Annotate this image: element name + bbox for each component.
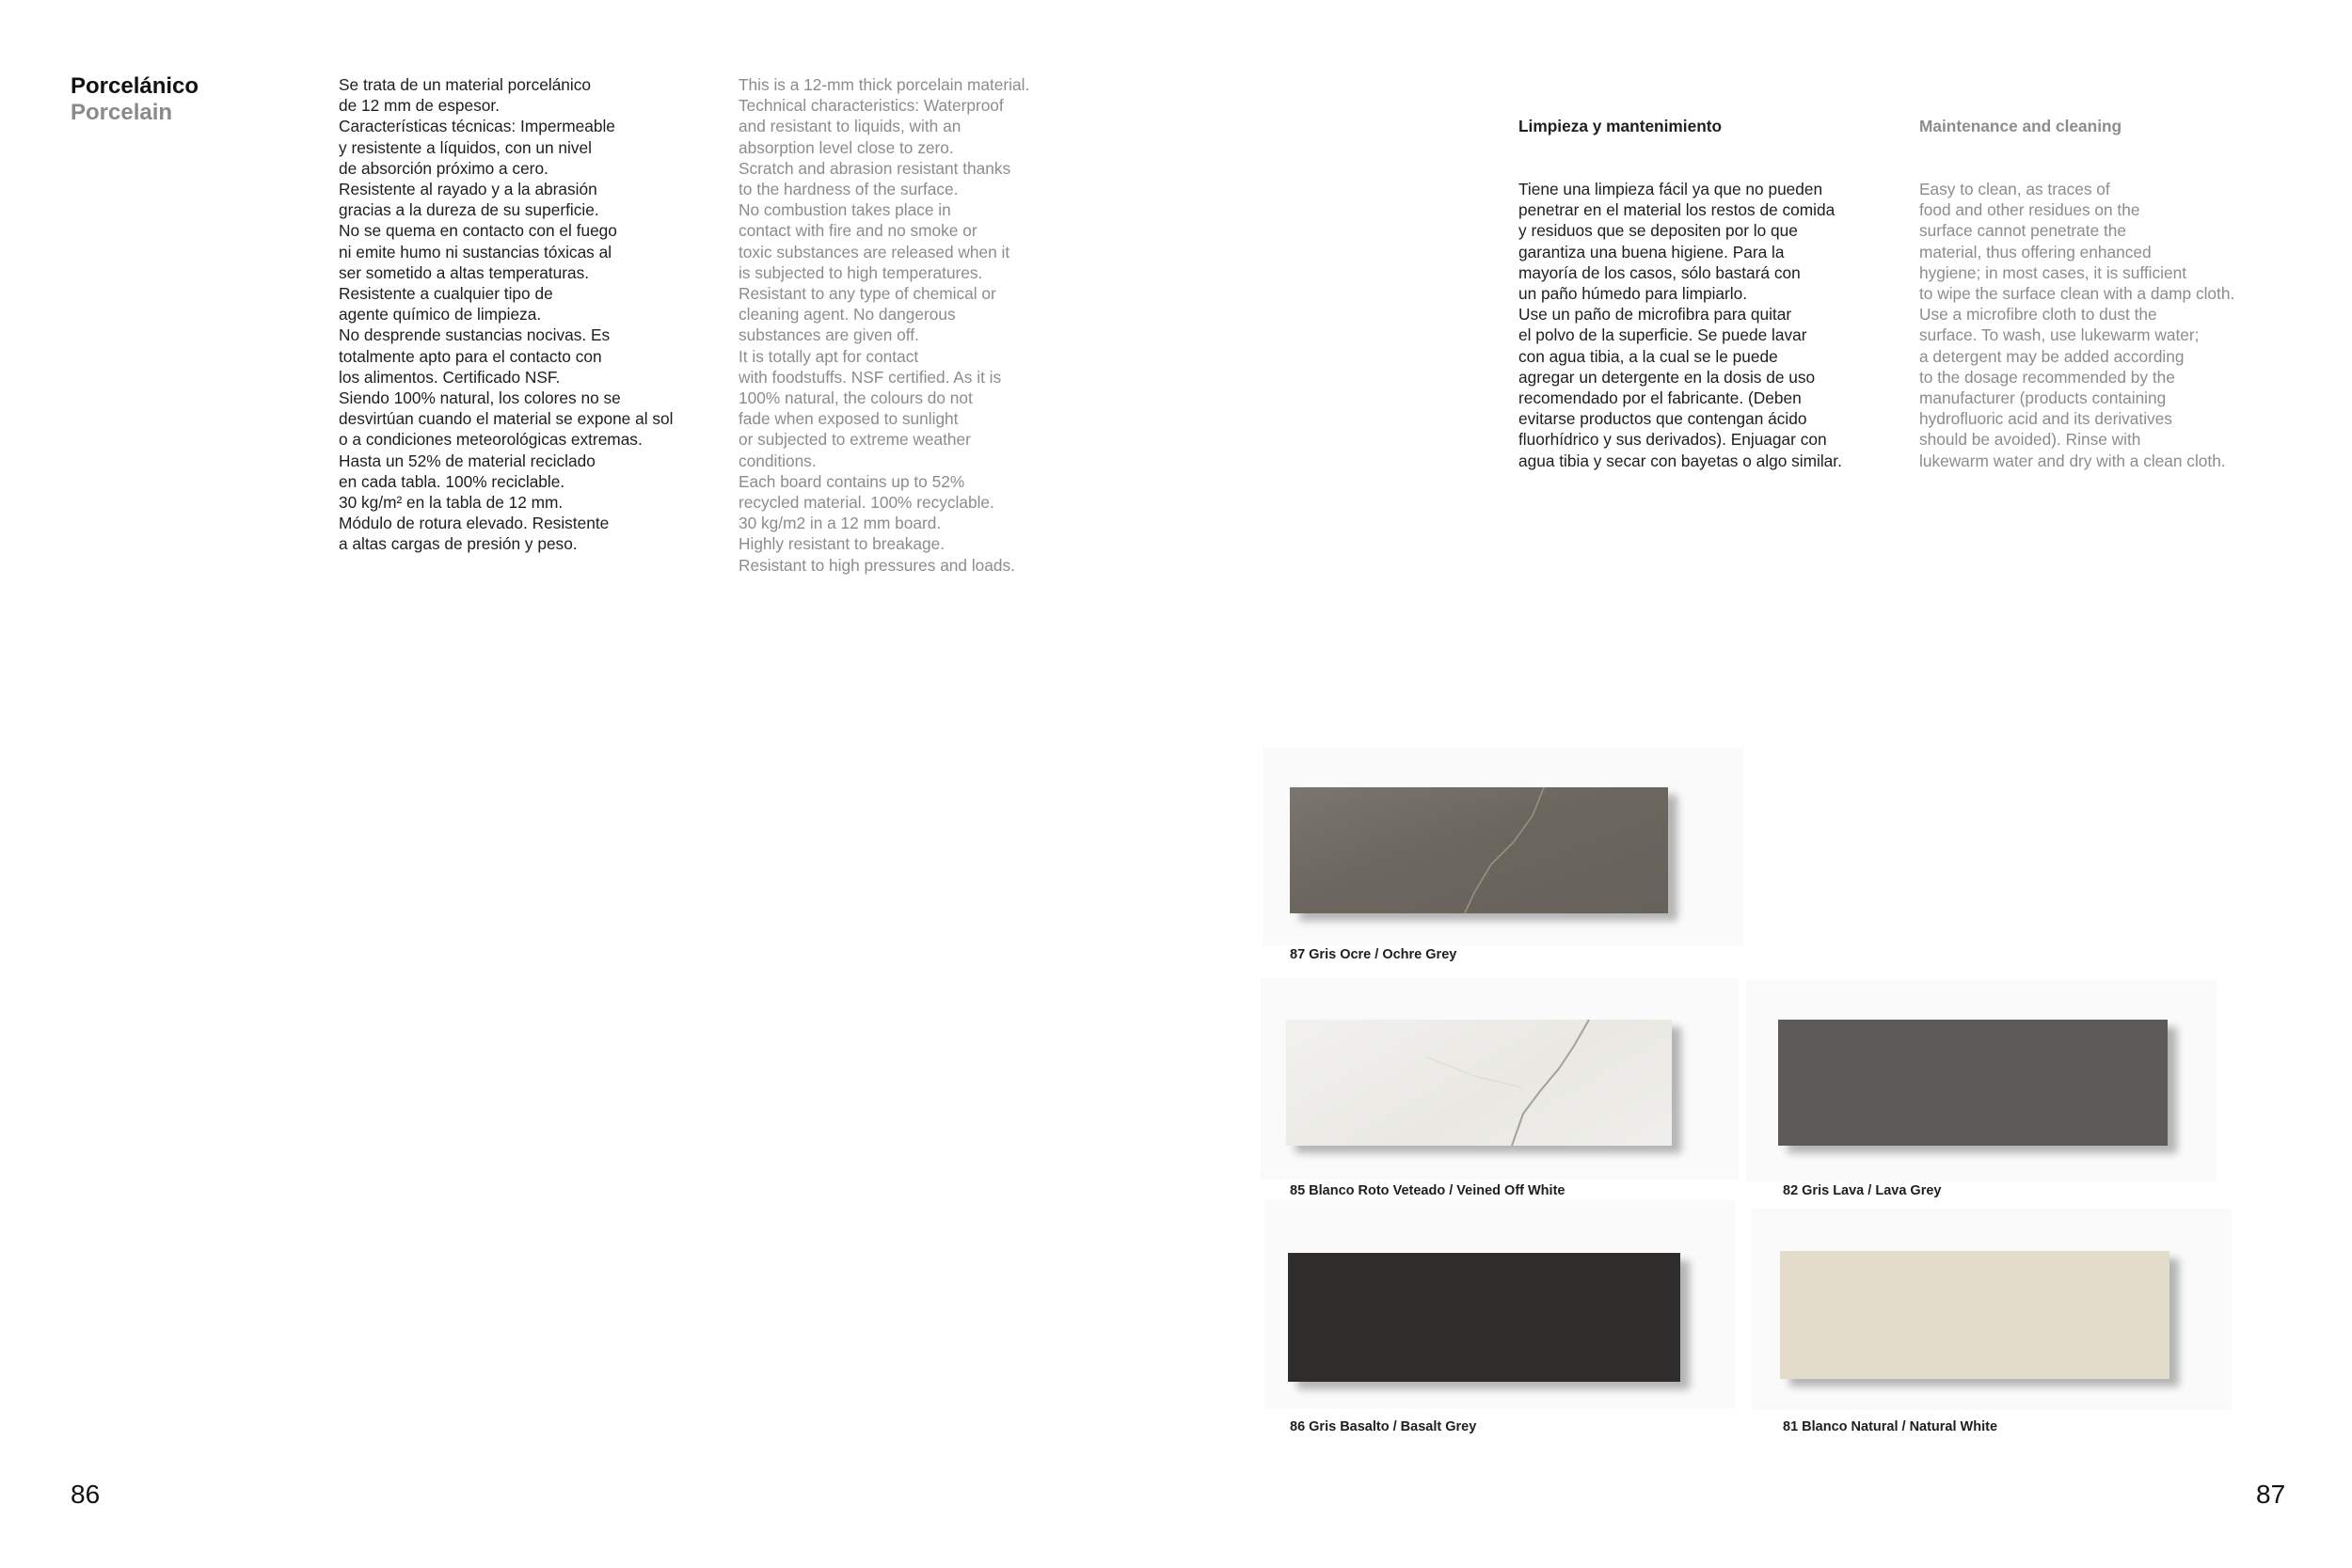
marble-vein-icon [1290,787,1668,913]
swatch-label-lava-grey: 82 Gris Lava / Lava Grey [1783,1183,1942,1198]
swatch-label-veined-off-white: 85 Blanco Roto Veteado / Veined Off White [1290,1183,1565,1198]
section-title-spanish: Porcelánico [71,73,199,99]
description-spanish: Se trata de un material porcelánico de 12 mm de espesor. Características técnicas: Impermeable y resistente a líquidos, con un nivel de absorción próximo a cero. Resistente al rayado y a la abrasión gracias a la dureza de su superficie. No se quema en contacto con el fuego ni emite humo ni sustancias tóxicas al ser sometido a altas temperaturas. Resistente a cualquier tipo de agente químico de limpieza. No desprende sustancias nocivas. Es totalmente apto para el contacto con los alimentos. Certificado NSF. Siendo 100% natural, los colores no se desvirtúan cuando el material se expone al sol o a condiciones meteorológicas extremas. Hasta un 52% de material reciclado en cada tabla. 100% reciclable. 30 kg/m² en la tabla de 12 mm. Módulo de rotura elevado. Resistente a altas cargas de presión y peso. [339,75,674,554]
page-number-right: 87 [2256,1480,2286,1509]
marble-vein-icon [1286,1020,1672,1146]
swatch-label-basalt-grey: 86 Gris Basalto / Basalt Grey [1290,1419,1477,1434]
swatch-lava-grey [1778,1020,2168,1146]
swatch-label-ochre-grey: 87 Gris Ocre / Ochre Grey [1290,947,1457,962]
swatch-natural-white [1780,1251,2169,1379]
maintenance-heading-spanish: Limpieza y mantenimiento [1518,117,1723,136]
description-english: This is a 12-mm thick porcelain material. Technical characteristics: Waterproof and resistant to liquids, with an absorption level close to zero. Scratch and abrasion resistant thanks to the hardness of the surface. No combustion takes place in contact with fire and no smoke or toxic substances are released when it is subjected to high temperatures. Resistant to any type of chemical or cleaning agent. No dangerous substances are given off. It is totally apt for contact with foodstuffs. NSF certified. As it is 100% natural, the colours do not fade when exposed to sunlight or subjected to extreme weather conditions. Each board contains up to 52% recycled material. 100% recyclable. 30 kg/m2 in a 12 mm board. Highly resistant to breakage. Resistant to high pressures and loads. [739,75,1030,575]
swatch-label-natural-white: 81 Blanco Natural / Natural White [1783,1419,1998,1434]
swatch-veined-off-white [1286,1020,1672,1146]
maintenance-english [1919,74,2234,492]
maintenance-heading-english: Maintenance and cleaning [1919,117,2122,136]
section-title-english: Porcelain [71,100,173,125]
swatch-basalt-grey [1288,1253,1680,1382]
maintenance-text-spanish: Tiene una limpieza fácil ya que no pueden penetrar en el material los restos de comida y residuos que se depositen por lo que garantiza una buena higiene. Para la mayoría de los casos, sólo bastará con un paño húmedo para limpiarlo. Use un paño de microfibra para quitar el polvo de la superficie. Se puede lavar con agua tibia, a la cual se le puede agregar un detergente en la dosis de uso recomendado por el fabricante. (Deben evitarse productos que contengan ácido fluorhídrico y sus derivados). Enjuagar con agua tibia y secar con bayetas o algo similar. [1518,180,1842,470]
page-number-left: 86 [71,1480,101,1509]
maintenance-text-english: Easy to clean, as traces of food and other residues on the surface cannot penetrate the material, thus offering enhanced hygiene; in most cases, it is sufficient to wipe the surface clean with a damp cloth. Use a microfibre cloth to dust the surface. To wash, use lukewarm water; a detergent may be added according to the dosage recommended by the manufacturer (products containing hydrofluoric acid and its derivatives should be avoided). Rinse with lukewarm water and dry with a clean cloth. [1919,180,2235,470]
swatch-ochre-grey [1290,787,1668,913]
maintenance-spanish [1518,74,1842,492]
